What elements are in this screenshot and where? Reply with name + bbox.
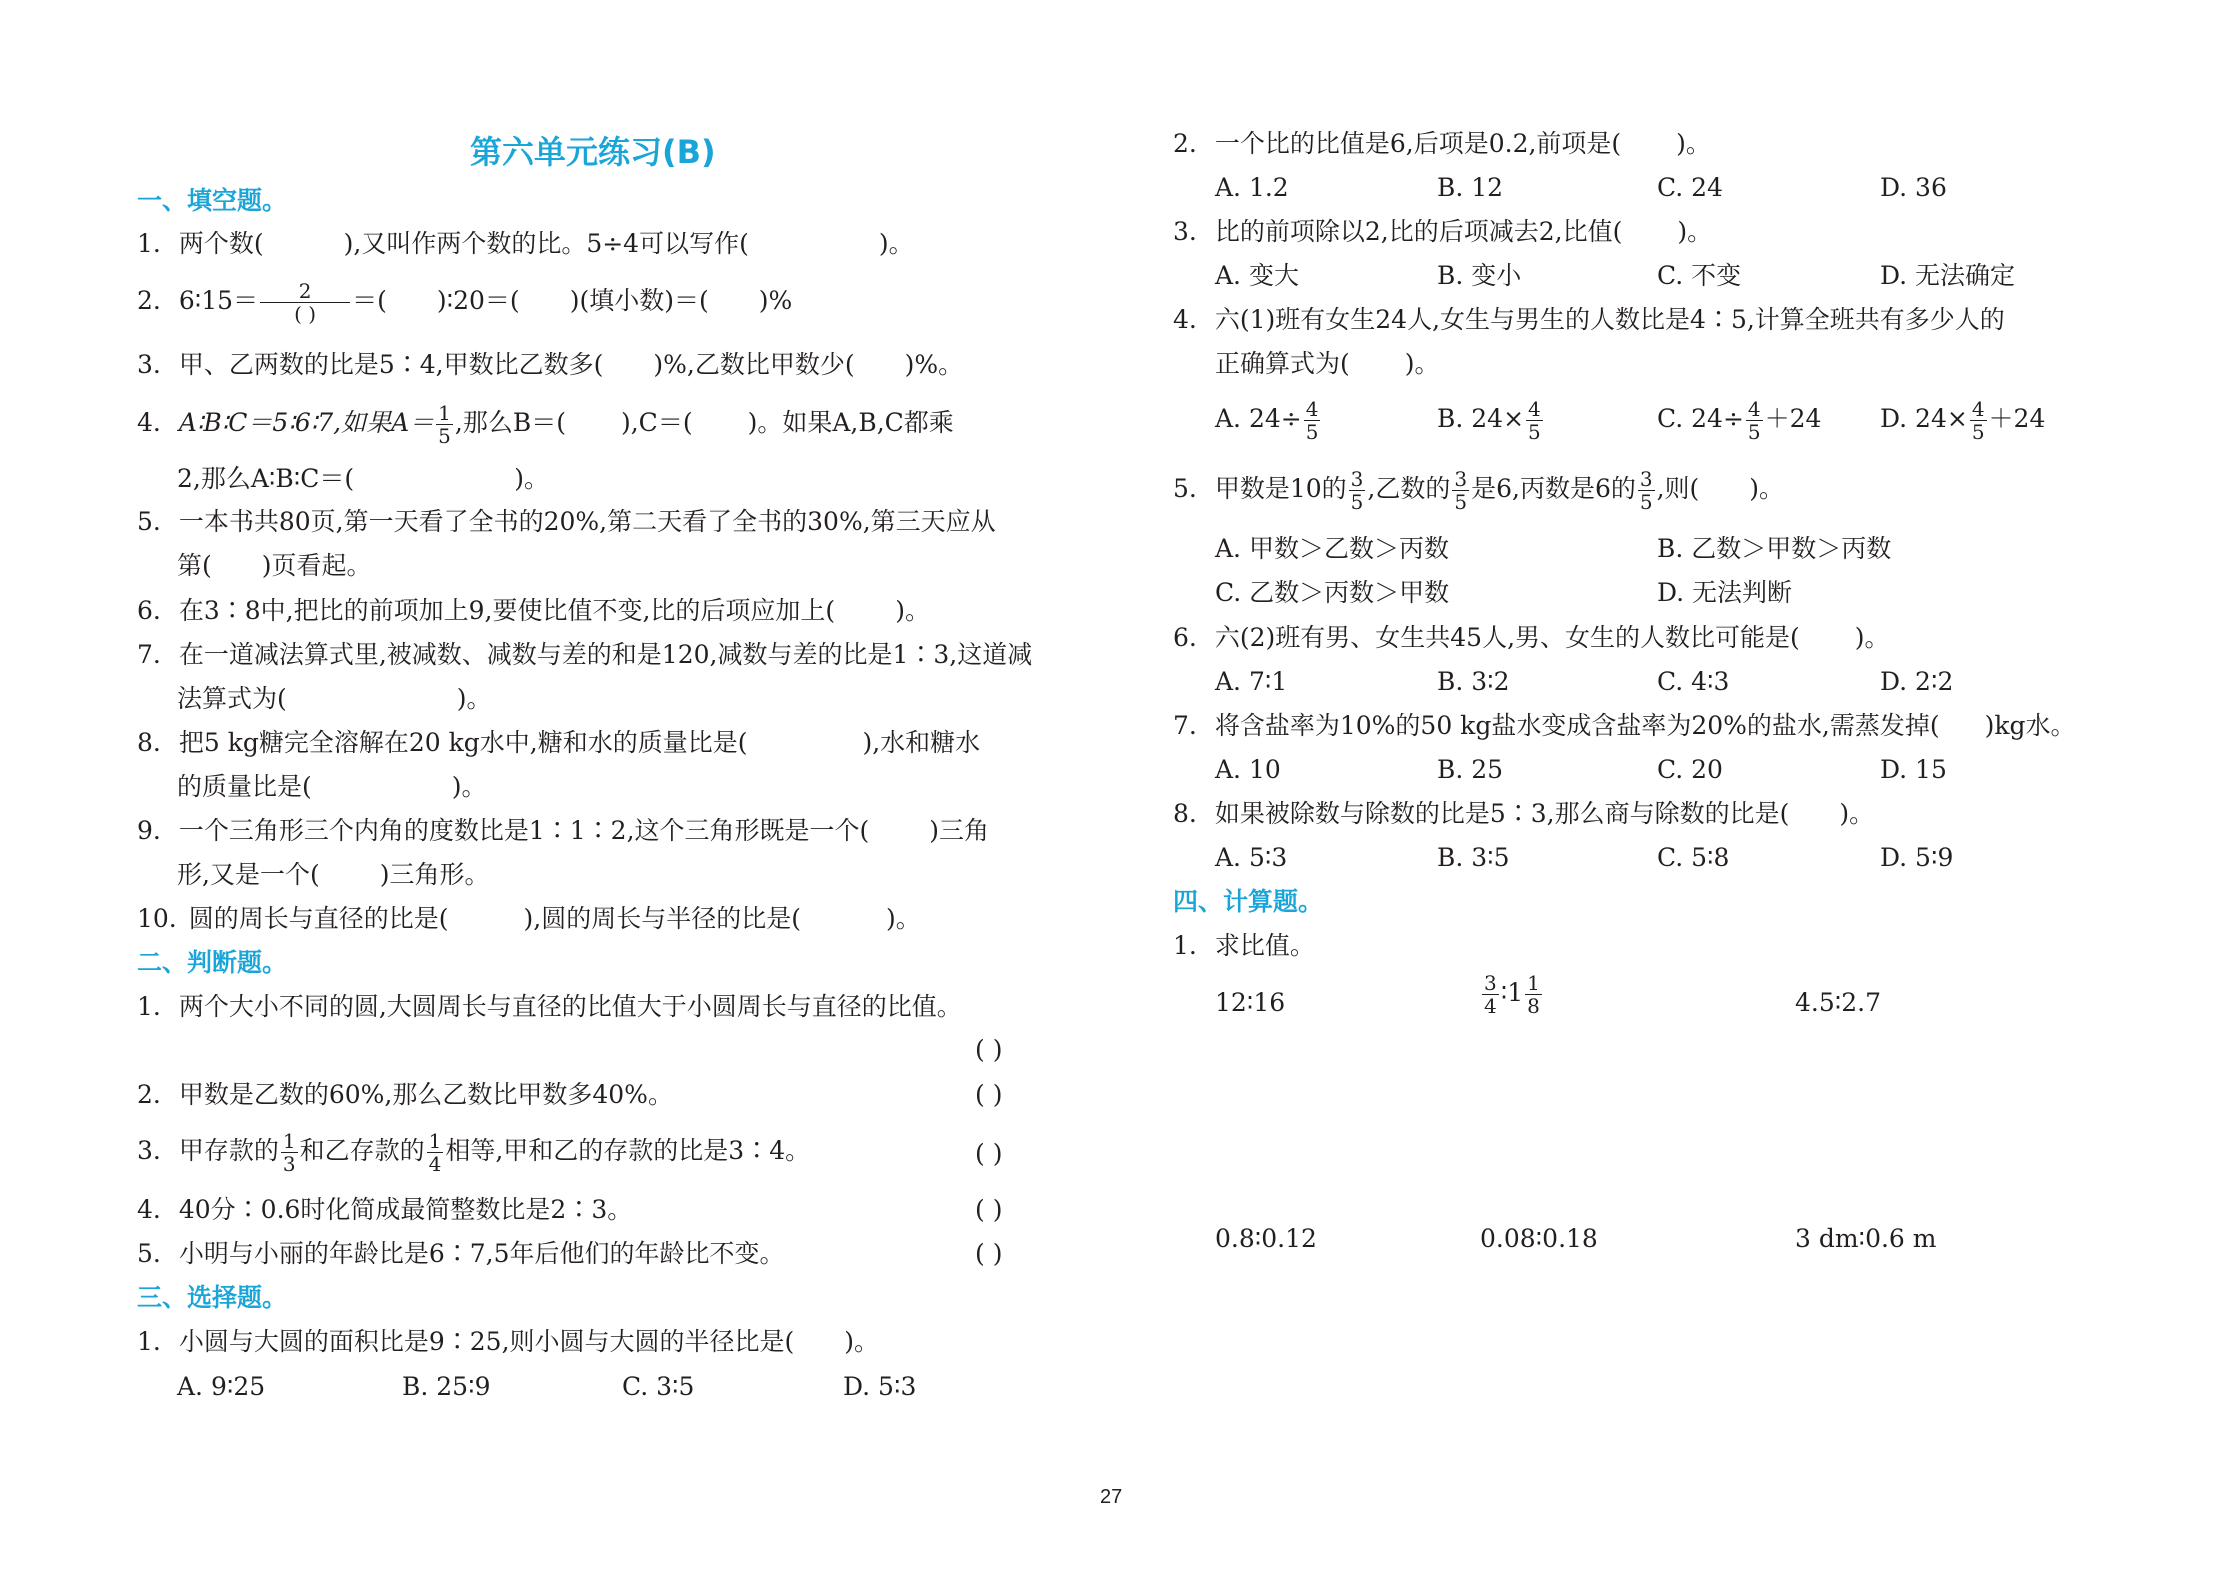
page-number: 27 xyxy=(1100,1486,1123,1508)
choice-q8-option-b[interactable]: B. 3∶5 xyxy=(1437,843,1510,872)
fill-q6: 6. 在3∶8中,把比的前项加上9,要使比值不变,比的后项应加上( )。 xyxy=(137,596,930,625)
fill-q9-line2: 形,又是一个( )三角形。 xyxy=(177,860,490,889)
choice-q4-option-c[interactable]: C. 24÷ $\frac{4}{5}$ ＋24 xyxy=(1657,397,1822,444)
choice-q6-option-b[interactable]: B. 3∶2 xyxy=(1437,667,1510,696)
choice-q7-option-b[interactable]: B. 25 xyxy=(1437,755,1504,784)
judge-q4-answer[interactable]: ( ) xyxy=(975,1195,1003,1224)
fill-q4-line1: 4. A∶B∶C＝5∶6∶7,如果A＝ $\frac{1}{5}$ ,那么B＝( ),C＝( )。如果A,B,C都乘 xyxy=(137,401,954,448)
calc-item-3: 4.5∶2.7 xyxy=(1795,988,1882,1017)
choice-q2-option-d[interactable]: D. 36 xyxy=(1880,173,1947,202)
fill-q1: 1. 两个数( ),又叫作两个数的比。5÷4可以写作( )。 xyxy=(137,229,914,258)
choice-q6-option-c[interactable]: C. 4∶3 xyxy=(1657,667,1730,696)
choice-q1-option-c[interactable]: C. 3∶5 xyxy=(622,1372,695,1401)
calc-item-6: 3 dm∶0.6 m xyxy=(1795,1224,1937,1253)
section-heading-calc: 四、计算题。 xyxy=(1173,887,1324,916)
fill-q5-line2: 第( )页看起。 xyxy=(177,551,372,580)
choice-q6: 6. 六(2)班有男、女生共45人,男、女生的人数比可能是( )。 xyxy=(1173,623,1890,652)
judge-q3-answer[interactable]: ( ) xyxy=(975,1139,1003,1168)
choice-q7-option-a[interactable]: A. 10 xyxy=(1215,755,1281,784)
choice-q7-option-c[interactable]: C. 20 xyxy=(1657,755,1723,784)
choice-q1-option-d[interactable]: D. 5∶3 xyxy=(843,1372,917,1401)
section-heading-judge: 二、判断题。 xyxy=(137,948,288,977)
fill-q4-line2: 2,那么A∶B∶C＝( )。 xyxy=(177,464,549,493)
judge-q5-answer[interactable]: ( ) xyxy=(975,1239,1003,1268)
choice-q5-option-a[interactable]: A. 甲数＞乙数＞丙数 xyxy=(1215,534,1449,563)
fill-q2: 2. 6∶15＝ $\frac{2}{( )}$ ＝( )∶20＝( )(填小数)＝( )% xyxy=(137,279,793,326)
choice-q7-option-d[interactable]: D. 15 xyxy=(1880,755,1947,784)
fill-q9-line1: 9. 一个三角形三个内角的度数比是1∶1∶2,这个三角形既是一个( )三角 xyxy=(137,816,990,845)
fill-q7-line2: 法算式为( )。 xyxy=(177,684,492,713)
choice-q4-line2: 正确算式为( )。 xyxy=(1215,349,1440,378)
judge-q2: 2. 甲数是乙数的60%,那么乙数比甲数多40%。 xyxy=(137,1080,673,1109)
choice-q8-option-c[interactable]: C. 5∶8 xyxy=(1657,843,1730,872)
judge-q4: 4. 40分∶0.6时化简成最简整数比是2∶3。 xyxy=(137,1195,633,1224)
choice-q3-option-c[interactable]: C. 不变 xyxy=(1657,261,1742,290)
fill-q7-line1: 7. 在一道减法算式里,被减数、减数与差的和是120,减数与差的比是1∶3,这道减 xyxy=(137,640,1033,669)
choice-q1: 1. 小圆与大圆的面积比是9∶25,则小圆与大圆的半径比是( )。 xyxy=(137,1327,880,1356)
choice-q5: 5. 甲数是10的 $\frac{3}{5}$ ,乙数的 $\frac{3}{5}$ 是6,丙数是6的 $\frac{3}{5}$ ,则( )。 xyxy=(1173,467,1785,514)
choice-q6-option-d[interactable]: D. 2∶2 xyxy=(1880,667,1954,696)
choice-q6-option-a[interactable]: A. 7∶1 xyxy=(1215,667,1288,696)
section-heading-choice: 三、选择题。 xyxy=(137,1283,288,1312)
choice-q3-option-a[interactable]: A. 变大 xyxy=(1215,261,1299,290)
choice-q8-option-a[interactable]: A. 5∶3 xyxy=(1215,843,1288,872)
choice-q7: 7. 将含盐率为10%的50 kg盐水变成含盐率为20%的盐水,需蒸发掉( )kg水。 xyxy=(1173,711,2076,740)
judge-q3: 3. 甲存款的 $\frac{1}{3}$ 和乙存款的 $\frac{1}{4}$ 相等,甲和乙的存款的比是3∶4。 xyxy=(137,1129,811,1176)
fill-q10: 10. 圆的周长与直径的比是( ),圆的周长与半径的比是( )。 xyxy=(137,904,921,933)
choice-q5-option-d[interactable]: D. 无法判断 xyxy=(1657,578,1793,607)
choice-q8: 8. 如果被除数与除数的比是5∶3,那么商与除数的比是( )。 xyxy=(1173,799,1875,828)
judge-q5: 5. 小明与小丽的年龄比是6∶7,5年后他们的年龄比不变。 xyxy=(137,1239,785,1268)
fill-q5-line1: 5. 一本书共80页,第一天看了全书的20%,第二天看了全书的30%,第三天应从 xyxy=(137,507,996,536)
choice-q3: 3. 比的前项除以2,比的后项减去2,比值( )。 xyxy=(1173,217,1713,246)
choice-q8-option-d[interactable]: D. 5∶9 xyxy=(1880,843,1954,872)
judge-q2-answer[interactable]: ( ) xyxy=(975,1080,1003,1109)
choice-q4-line1: 4. 六(1)班有女生24人,女生与男生的人数比是4∶5,计算全班共有多少人的 xyxy=(1173,305,2005,334)
choice-q1-option-b[interactable]: B. 25∶9 xyxy=(402,1372,491,1401)
choice-q5-option-c[interactable]: C. 乙数＞丙数＞甲数 xyxy=(1215,578,1450,607)
choice-q2-option-c[interactable]: C. 24 xyxy=(1657,173,1723,202)
choice-q2-option-a[interactable]: A. 1.2 xyxy=(1215,173,1289,202)
choice-q3-option-d[interactable]: D. 无法确定 xyxy=(1880,261,2016,290)
fill-q8-line2: 的质量比是( )。 xyxy=(177,772,487,801)
calc-item-4: 0.8∶0.12 xyxy=(1215,1224,1317,1253)
calc-item-1: 12∶16 xyxy=(1215,988,1286,1017)
judge-q1-answer[interactable]: ( ) xyxy=(975,1035,1003,1064)
section-heading-fill: 一、填空题。 xyxy=(137,186,288,215)
fill-q3: 3. 甲、乙两数的比是5∶4,甲数比乙数多( )%,乙数比甲数少( )%。 xyxy=(137,350,964,379)
calc-item-2: $\frac{3}{4}$ ∶1 $\frac{1}{8}$ xyxy=(1484,971,1540,1018)
choice-q2: 2. 一个比的比值是6,后项是0.2,前项是( )。 xyxy=(1173,129,1711,158)
choice-q2-option-b[interactable]: B. 12 xyxy=(1437,173,1504,202)
fill-q8-line1: 8. 把5 kg糖完全溶解在20 kg水中,糖和水的质量比是( ),水和糖水 xyxy=(137,728,981,757)
choice-q3-option-b[interactable]: B. 变小 xyxy=(1437,261,1522,290)
judge-q1: 1. 两个大小不同的圆,大圆周长与直径的比值大于小圆周长与直径的比值。 xyxy=(137,992,962,1021)
calc-item-5: 0.08∶0.18 xyxy=(1480,1224,1598,1253)
page-title: 第六单元练习(B) xyxy=(470,133,716,171)
choice-q5-option-b[interactable]: B. 乙数＞甲数＞丙数 xyxy=(1657,534,1892,563)
choice-q1-option-a[interactable]: A. 9∶25 xyxy=(177,1372,266,1401)
choice-q4-option-b[interactable]: B. 24× $\frac{4}{5}$ xyxy=(1437,397,1541,444)
choice-q4-option-a[interactable]: A. 24÷ $\frac{4}{5}$ xyxy=(1215,397,1319,444)
choice-q4-option-d[interactable]: D. 24× $\frac{4}{5}$ ＋24 xyxy=(1880,397,2046,444)
calc-q1: 1. 求比值。 xyxy=(1173,931,1315,960)
